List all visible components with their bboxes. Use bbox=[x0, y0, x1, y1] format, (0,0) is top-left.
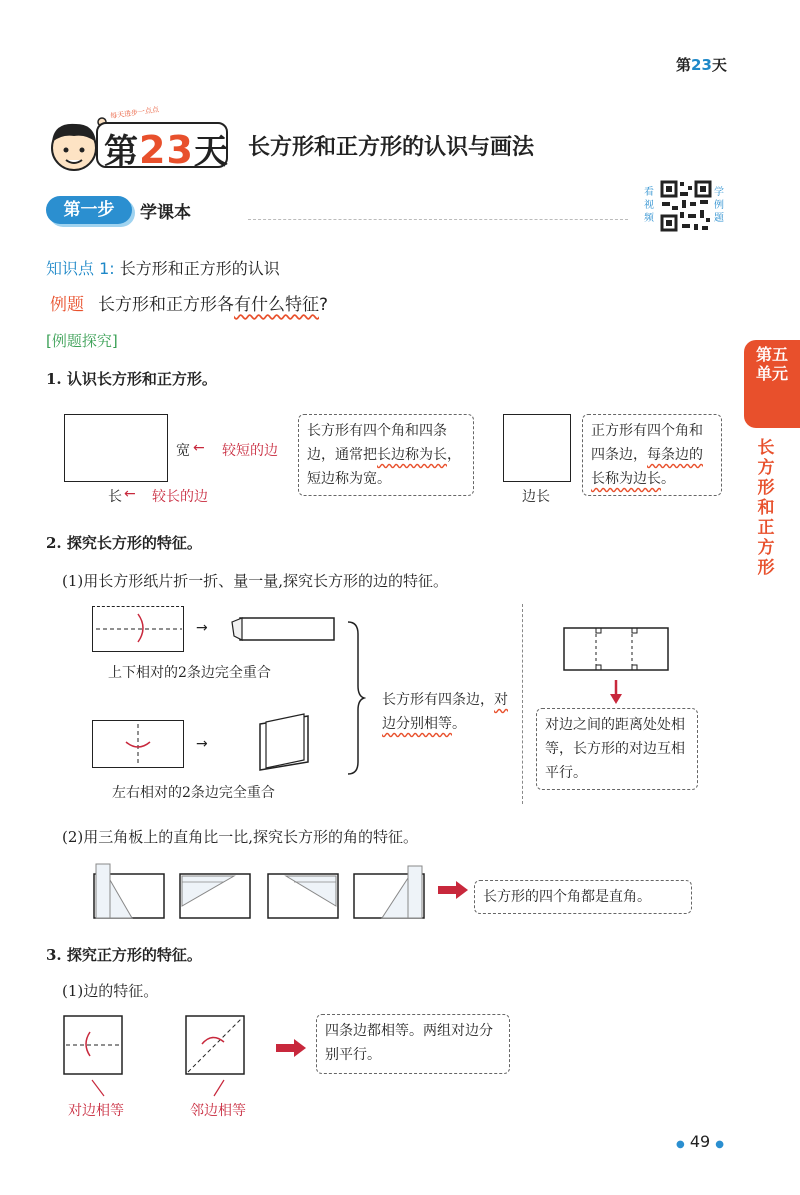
rect-width-note: 较短的边 bbox=[222, 443, 278, 459]
angle-conclusion-box: 长方形的四个角都是直角。 bbox=[474, 880, 692, 914]
conclusion-text-b: 对边分别相等 bbox=[382, 692, 508, 732]
arrow-right-icon: → bbox=[196, 736, 208, 752]
example-line bbox=[50, 290, 328, 315]
folded-booklet-icon bbox=[254, 712, 314, 774]
item2-heading: 2. 探究长方形的特征。 bbox=[46, 534, 202, 552]
example-text-b: 有什么特征 bbox=[234, 295, 319, 315]
side-conclusion bbox=[382, 688, 512, 736]
item1-heading: 1. 认识长方形和正方形。 bbox=[46, 370, 217, 388]
day-corner-label bbox=[676, 54, 727, 75]
arrow-right-icon: → bbox=[196, 620, 208, 636]
conclusion-text-c: 。 bbox=[452, 716, 466, 732]
rect-length-note: 较长的边 bbox=[152, 489, 208, 505]
item2-sub2: (2)用三角板上的直角比一比,探究长方形的角的特征。 bbox=[62, 828, 419, 846]
rect-definition-box bbox=[298, 414, 474, 496]
example-text-c: ? bbox=[319, 295, 329, 315]
parallel-box: 对边之间的距离处处相等，长方形的对边互相平行。 bbox=[536, 708, 698, 790]
arrow-right-icon bbox=[274, 1038, 308, 1058]
square-fold-opposite bbox=[62, 1014, 124, 1076]
dot-icon: ● bbox=[676, 1139, 685, 1150]
item3-sub1: (1)边的特征。 bbox=[62, 982, 159, 1000]
rect-box-text-a: 长方形有四个角和四条边，通常把 bbox=[307, 423, 447, 463]
square-shape bbox=[503, 414, 571, 482]
banner-suffix: 天 bbox=[193, 132, 229, 172]
square-definition-box bbox=[582, 414, 722, 496]
parallel-measure-icon bbox=[560, 624, 672, 674]
knowledge-point-label: 知识点 1: bbox=[46, 259, 115, 278]
fold-tb-caption: 上下相对的2条边完全重合 bbox=[108, 665, 271, 681]
arrow-left-icon: ← bbox=[124, 486, 136, 502]
day-suffix: 天 bbox=[711, 56, 727, 74]
explore-heading: [例题探究] bbox=[46, 332, 118, 350]
arrow-down-icon bbox=[608, 678, 624, 706]
square-box-text-b: 每条边的长称为边长 bbox=[591, 447, 703, 487]
qr-right-text: 学例题 bbox=[714, 187, 724, 224]
arrow-left-icon: ← bbox=[193, 440, 205, 456]
step-pill: 第一步 bbox=[46, 196, 132, 224]
qr-left-text: 看视频 bbox=[644, 187, 654, 224]
page-number-value: 49 bbox=[689, 1132, 711, 1151]
rect-width-label: 宽 bbox=[176, 443, 190, 459]
qr-code-icon[interactable] bbox=[660, 180, 712, 232]
label-adjacent-sides: 邻边相等 bbox=[190, 1103, 246, 1119]
banner-tagline: 每天进步一点点 bbox=[109, 105, 160, 121]
banner-day bbox=[104, 124, 229, 173]
angle-test-figure-2 bbox=[178, 862, 252, 920]
square-box-text-c: 。 bbox=[661, 471, 675, 487]
item2-sub1: (1)用长方形纸片折一折、量一量,探究长方形的边的特征。 bbox=[62, 572, 449, 590]
pointer-line-icon bbox=[210, 1078, 230, 1100]
angle-test-figure-4 bbox=[352, 862, 426, 920]
rect-length-label: 长 bbox=[108, 489, 122, 505]
folded-strip-icon bbox=[230, 614, 338, 644]
rectangle-shape bbox=[64, 414, 168, 482]
conclusion-text-a: 长方形有四条边， bbox=[382, 692, 494, 708]
square-fold-adjacent bbox=[184, 1014, 246, 1076]
fold-lr-caption: 左右相对的2条边完全重合 bbox=[112, 785, 275, 801]
pointer-line-icon bbox=[90, 1078, 110, 1100]
brace-icon bbox=[344, 620, 366, 776]
section-divider bbox=[522, 604, 523, 804]
side-tab-unit: 第五单元 bbox=[755, 345, 788, 383]
example-text-a: 长方形和正方形各 bbox=[98, 295, 234, 315]
page-number bbox=[676, 1132, 724, 1151]
day-number: 23 bbox=[691, 56, 712, 74]
angle-test-figure-1 bbox=[92, 862, 166, 920]
knowledge-point-title bbox=[46, 256, 280, 279]
fold-tb-marks bbox=[92, 606, 186, 654]
dot-icon: ● bbox=[715, 1139, 725, 1150]
step-divider bbox=[248, 219, 628, 220]
rect-box-text-c: ，短边称为宽。 bbox=[307, 447, 461, 487]
knowledge-point-text: 长方形和正方形的认识 bbox=[119, 259, 280, 278]
arrow-right-icon bbox=[436, 880, 470, 900]
banner-number: 23 bbox=[139, 128, 194, 172]
banner-prefix: 第 bbox=[104, 132, 139, 172]
step-label: 学课本 bbox=[140, 203, 191, 223]
side-tab-topic: 长方形和正方形 bbox=[757, 438, 775, 578]
square-feature-box: 四条边都相等。两组对边分别平行。 bbox=[316, 1014, 510, 1074]
angle-test-figure-3 bbox=[266, 862, 340, 920]
rect-box-text-b: 长边称为长 bbox=[377, 447, 447, 463]
square-side-label: 边长 bbox=[522, 489, 550, 505]
lesson-title: 长方形和正方形的认识与画法 bbox=[248, 135, 535, 160]
day-prefix: 第 bbox=[676, 56, 692, 74]
item3-heading: 3. 探究正方形的特征。 bbox=[46, 946, 202, 964]
square-box-text-a: 正方形有四个角和四条边， bbox=[591, 423, 703, 463]
fold-lr-marks bbox=[92, 720, 186, 770]
example-tag: 例题 bbox=[50, 295, 84, 315]
label-opposite-sides: 对边相等 bbox=[68, 1103, 124, 1119]
